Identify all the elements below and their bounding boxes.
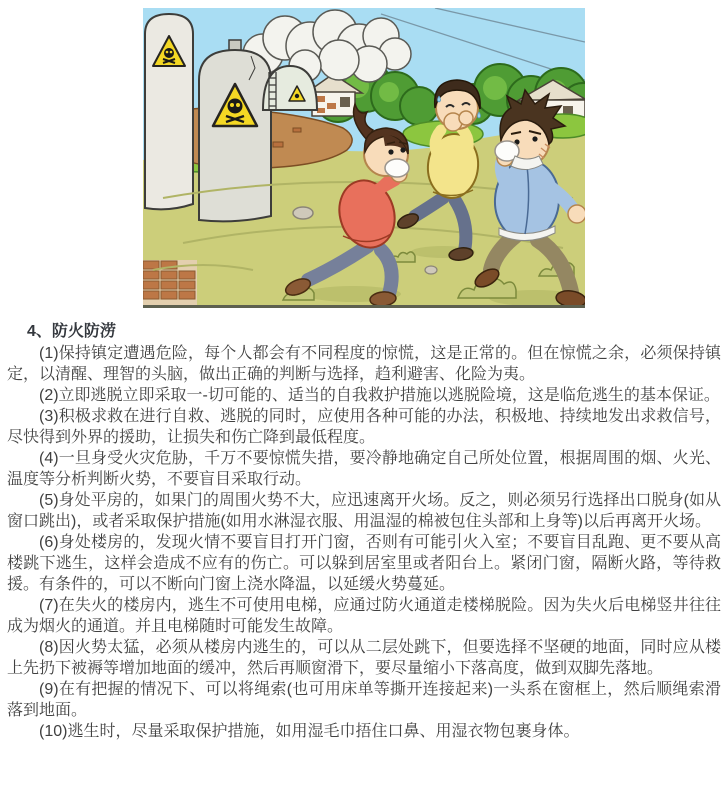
evacuation-cartoon [143, 8, 585, 305]
article-paragraph: (6)身处楼房的，发现火情不要盲目打开门窗，否则有可能引火入室；不要盲目乱跑、更不要从高楼跳下逃生，这样会造成不应有的伤亡。可以躲到居室里或者阳台上。紧闭门窗，隔断火路，等待救援。有条件的，可以不断向门窗上浇水降温，以延缓火势蔓延。 [7, 534, 721, 593]
stone [293, 207, 313, 219]
article-paragraph: (1)保持镇定遭遇危险，每个人都会有不同程度的惊慌，这是正常的。但在惊慌之余，必须保持镇定，以清醒、理智的头脑，做出正确的判断与选择，趋利避害、化险为夷。 [7, 345, 721, 383]
section-heading: 4、防火防涝 [27, 323, 116, 340]
article [0, 321, 728, 742]
article-paragraph: (9)在有把握的情况下、可以将绳索(也可用床单等撕开连接起来)一头系在窗框上，然后顺绳索滑落到地面。 [7, 681, 721, 719]
article-paragraph: (8)因火势太猛，必须从楼房内逃生的，可以从二层处跳下，但要选择不坚硬的地面，同时应从楼上先扔下被褥等增加地面的缓冲，然后再顺窗滑下，要尽量缩小下落高度，做到双脚先落地。 [7, 639, 721, 677]
article-paragraph: (10)逃生时，尽量采取保护措施，如用湿毛巾捂住口鼻、用湿衣物包裹身体。 [39, 723, 580, 740]
article-body [7, 343, 721, 742]
stone [425, 266, 437, 274]
article-paragraph: (7)在失火的楼房内，逃生不可使用电梯，应通过防火通道走楼梯脱险。因为失火后电梯竖井往往成为烟火的通道。并且电梯随时可能发生故障。 [7, 597, 721, 635]
tank-right [199, 40, 271, 221]
article-paragraph: (3)积极求救在进行自救、逃脱的同时，应使用各种可能的办法，积极地、持续地发出求救信号，尽快得到外界的援助，让损失和伤亡降到最低程度。 [7, 408, 721, 446]
tank-left [145, 14, 193, 209]
illustration-image [143, 8, 585, 308]
article-paragraph: (4)一旦身受火灾危胁，千万不要惊慌失措，要冷静地确定自己所处位置，根据周围的烟、火光、温度等分析判断火势，不要盲目采取行动。 [7, 450, 721, 488]
article-paragraph: (5)身处平房的，如果门的周围火势不大，应迅速离开火场。反之，则必须另行选择出口脱身(如从窗口跳出)，或者采取保护措施(如用水淋湿衣服、用温湿的棉被包住头部和上身等)以后再离开火场。 [7, 492, 721, 530]
article-paragraph: (2)立即逃脱立即采取一-切可能的、适当的自我救护措施以逃脱险境，这是临危逃生的基本保证。 [39, 387, 720, 404]
